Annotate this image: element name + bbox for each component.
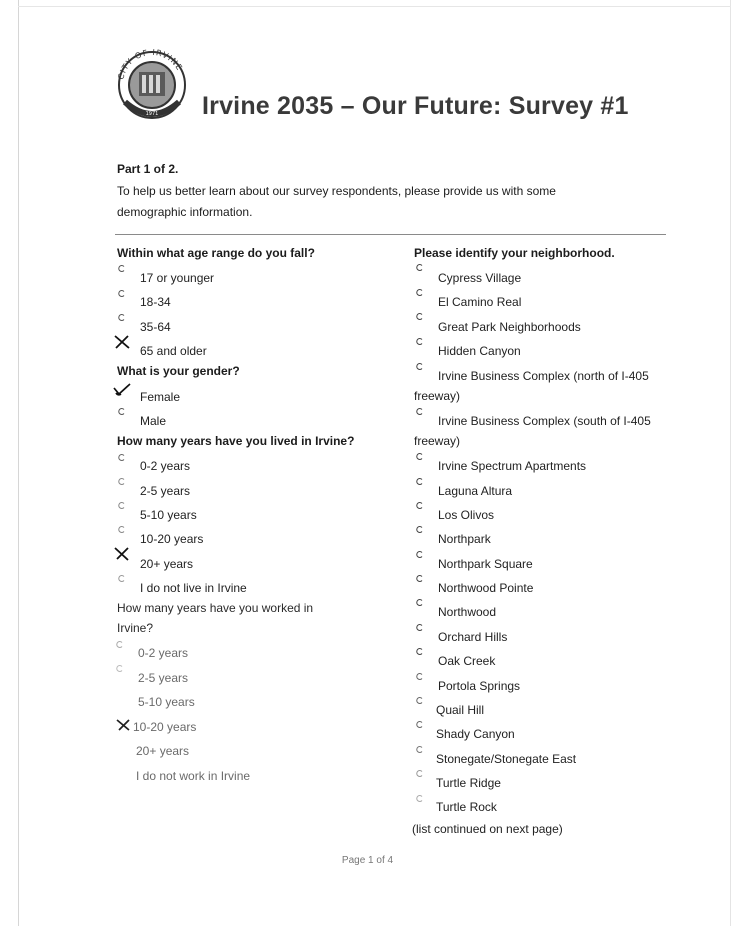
neighborhood-option: Great Park Neighborhoods — [438, 320, 581, 334]
worked-option: 20+ years — [136, 744, 190, 758]
worked-option: 10-20 years — [133, 720, 197, 734]
worked-option: 2-5 years — [138, 671, 189, 685]
neighborhood-option-cont: freeway) — [414, 434, 461, 448]
lived-option: 5-10 years — [140, 508, 197, 522]
neighborhood-radio[interactable] — [416, 478, 423, 485]
neighborhood-option: El Camino Real — [438, 295, 522, 309]
neighborhood-radio[interactable] — [416, 363, 423, 370]
page-top-edge — [18, 6, 731, 7]
neighborhood-option: Northwood — [438, 605, 497, 619]
check-mark-icon[interactable] — [112, 382, 132, 403]
neighborhood-option: Oak Creek — [438, 654, 496, 668]
lived-radio-2[interactable] — [118, 478, 125, 485]
age-option: 18-34 — [140, 295, 171, 309]
lived-radio-1[interactable] — [118, 454, 125, 461]
gender-option: Female — [140, 390, 181, 404]
worked-radio-2[interactable] — [116, 665, 123, 672]
years-lived-question: How many years have you lived in Irvine? — [117, 434, 355, 448]
neighborhood-radio[interactable] — [416, 526, 423, 533]
worked-option: 5-10 years — [138, 695, 195, 709]
neighborhood-option: Portola Springs — [438, 679, 521, 693]
neighborhood-option: Irvine Spectrum Apartments — [438, 459, 587, 473]
page-right-edge — [730, 0, 731, 926]
neighborhood-option: Los Olivos — [438, 508, 495, 522]
age-option: 17 or younger — [140, 271, 215, 285]
age-option: 35-64 — [140, 320, 171, 334]
neighborhood-radio[interactable] — [416, 551, 423, 558]
age-radio-1[interactable] — [118, 265, 125, 272]
neighborhood-radio[interactable] — [416, 770, 423, 777]
neighborhood-radio[interactable] — [416, 795, 423, 802]
lived-option: 2-5 years — [140, 484, 191, 498]
neighborhood-option: Irvine Business Complex (north of I-405 — [438, 369, 649, 383]
neighborhood-option: Cypress Village — [438, 271, 522, 285]
neighborhood-radio[interactable] — [416, 697, 423, 704]
section-divider — [115, 234, 666, 235]
neighborhood-question: Please identify your neighborhood. — [414, 246, 615, 260]
lived-radio-4[interactable] — [118, 526, 125, 533]
neighborhood-option: Quail Hill — [436, 703, 485, 717]
page-left-edge — [18, 0, 19, 926]
neighborhood-option: Turtle Ridge — [436, 776, 501, 790]
neighborhood-option: Shady Canyon — [436, 727, 515, 741]
neighborhood-option: Northwood Pointe — [438, 581, 534, 595]
svg-text:1971: 1971 — [145, 111, 159, 117]
x-mark-icon[interactable] — [113, 546, 131, 567]
neighborhood-option: Northpark Square — [438, 557, 533, 571]
neighborhood-radio[interactable] — [416, 453, 423, 460]
svg-text:CITY OF IRVINE: CITY OF IRVINE — [116, 47, 185, 81]
page-number: Page 1 of 4 — [341, 855, 394, 866]
continued-note: (list continued on next page) — [412, 822, 563, 836]
worked-option: 0-2 years — [138, 646, 189, 660]
lived-option: I do not live in Irvine — [140, 581, 247, 595]
neighborhood-radio[interactable] — [416, 673, 423, 680]
neighborhood-radio[interactable] — [416, 721, 423, 728]
survey-title: Irvine 2035 – Our Future: Survey #1 — [202, 92, 629, 120]
neighborhood-radio[interactable] — [416, 599, 423, 606]
neighborhood-radio[interactable] — [416, 624, 423, 631]
neighborhood-radio[interactable] — [416, 338, 423, 345]
neighborhood-option: Irvine Business Complex (south of I-405 — [438, 414, 651, 428]
neighborhood-option: Northpark — [438, 532, 491, 546]
neighborhood-option: Hidden Canyon — [438, 344, 521, 358]
neighborhood-radio[interactable] — [416, 264, 423, 271]
part-label: Part 1 of 2. — [117, 162, 179, 176]
city-seal-logo — [113, 44, 191, 122]
x-mark-icon[interactable] — [113, 334, 131, 355]
intro-text: To help us better learn about our survey respondents, please provide us with some demographic information. — [117, 184, 556, 219]
years-worked-question-cont: Irvine? — [117, 621, 154, 635]
neighborhood-option-cont: freeway) — [414, 389, 461, 403]
neighborhood-radio[interactable] — [416, 502, 423, 509]
lived-option: 20+ years — [140, 557, 194, 571]
neighborhood-radio[interactable] — [416, 746, 423, 753]
gender-radio-2[interactable] — [118, 408, 125, 415]
age-question: Within what age range do you fall? — [117, 246, 315, 260]
neighborhood-option: Orchard Hills — [438, 630, 508, 644]
gender-question: What is your gender? — [117, 364, 240, 378]
age-radio-2[interactable] — [118, 290, 125, 297]
lived-option: 0-2 years — [140, 459, 191, 473]
lived-radio-3[interactable] — [118, 502, 125, 509]
worked-option: I do not work in Irvine — [136, 769, 251, 783]
lived-radio-6[interactable] — [118, 575, 125, 582]
worked-radio-1[interactable] — [116, 641, 123, 648]
age-option: 65 and older — [140, 344, 207, 358]
neighborhood-radio[interactable] — [416, 575, 423, 582]
gender-option: Male — [140, 414, 167, 428]
neighborhood-radio[interactable] — [416, 648, 423, 655]
x-mark-icon[interactable] — [115, 718, 135, 737]
neighborhood-option: Laguna Altura — [438, 484, 513, 498]
neighborhood-option: Turtle Rock — [436, 800, 497, 814]
years-worked-question: How many years have you worked in — [117, 601, 314, 615]
age-radio-3[interactable] — [118, 314, 125, 321]
neighborhood-radio[interactable] — [416, 408, 423, 415]
neighborhood-radio[interactable] — [416, 313, 423, 320]
neighborhood-radio[interactable] — [416, 289, 423, 296]
neighborhood-option: Stonegate/Stonegate East — [436, 752, 577, 766]
lived-option: 10-20 years — [140, 532, 204, 546]
